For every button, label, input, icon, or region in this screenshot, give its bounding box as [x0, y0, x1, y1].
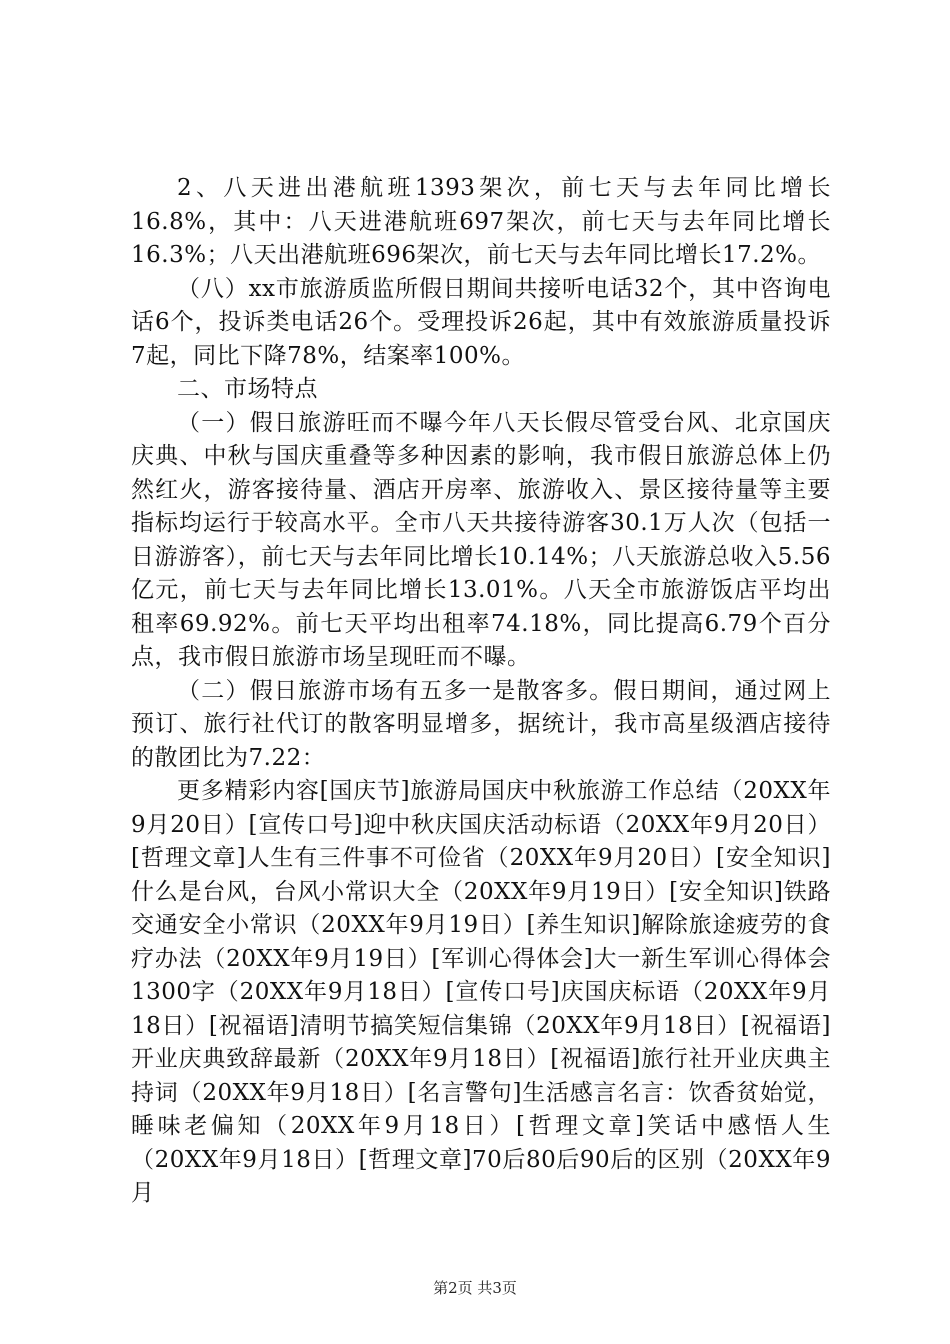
paragraph-quality-complaints: （八）xx市旅游质监所假日期间共接听电话32个，其中咨询电话6个，投诉类电话26个。受理投诉26起，其中有效旅游质量投诉7起，同比下降78%，结案率100%。	[131, 275, 831, 369]
page-footer: 第2页 共3页	[433, 1279, 517, 1297]
document-body	[131, 172, 831, 1211]
paragraph-five-more: （二）假日旅游市场有五多一是散客多。假日期间，通过网上预订、旅行社代订的散客明显增多，据统计，我市高星级酒店接待的散团比为7.22：	[131, 677, 831, 771]
paragraph-holiday-tourism: （一）假日旅游旺而不曝今年八天长假尽管受台风、北京国庆庆典、中秋与国庆重叠等多种因素的影响，我市假日旅游总体上仍然红火，游客接待量、酒店开房率、旅游收入、景区接待量等主要指标均运行于较高水平。全市八天共接待游客30.1万人次（包括一日游游客），前七天与去年同比增长10.14%；八天旅游总收入5.56亿元，前七天与去年同比增长13.01%。八天全市旅游饭店平均出租率69.92%。前七天平均出租率74.18%，同比提高6.79个百分点，我市假日旅游市场呈现旺而不曝。	[131, 409, 831, 670]
section-heading-market-features: 二、市场特点	[177, 376, 318, 402]
paragraph-flight-stats: 2、八天进出港航班1393架次，前七天与去年同比增长16.8%，其中：八天进港航班697架次，前七天与去年同比增长16.3%；八天出港航班696架次，前七天与去年同比增长17.2%。	[131, 175, 831, 268]
paragraph-more-content: 更多精彩内容[国庆节]旅游局国庆中秋旅游工作总结（20XX年9月20日）[宣传口号]迎中秋庆国庆活动标语（20XX年9月20日）[哲理文章]人生有三件事不可俭省（20XX年9月20日）[安全知识]什么是台风，台风小常识大全（20XX年9月19日）[安全知识]铁路交通安全小常识（20XX年9月19日）[养生知识]解除旅途疲劳的食疗办法（20XX年9月19日）[军训心得体会]大一新生军训心得体会1300字（20XX年9月18日）[宣传口号]庆国庆标语（20XX年9月18日）[祝福语]清明节搞笑短信集锦（20XX年9月18日）[祝福语]开业庆典致辞最新（20XX年9月18日）[祝福语]旅行社开业庆典主持词（20XX年9月18日）[名言警句]生活感言名言：饮香贫始觉，睡味老偏知（20XX年9月18日）[哲理文章]笑话中感悟人生（20XX年9月18日）[哲理文章]70后80后90后的区别（20XX年9月	[131, 778, 831, 1206]
